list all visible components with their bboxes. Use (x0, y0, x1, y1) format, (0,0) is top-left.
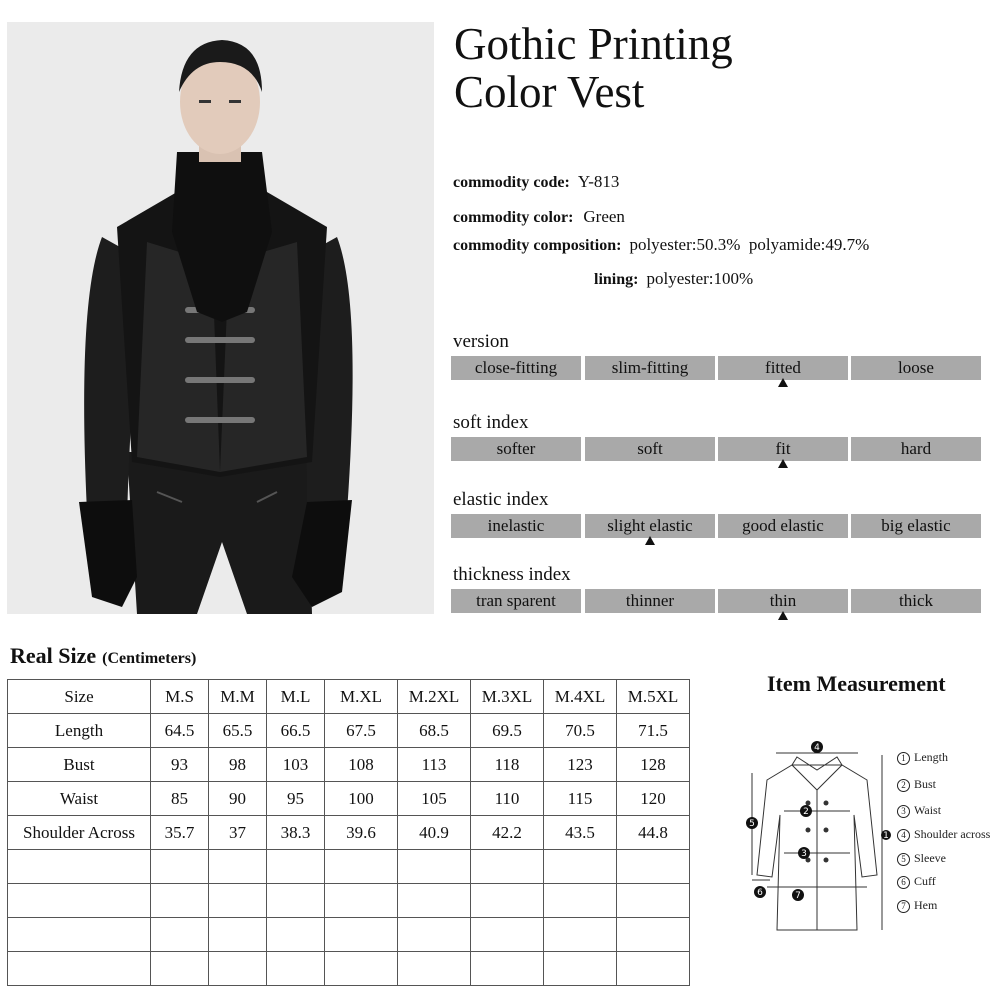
table-cell: 120 (617, 782, 690, 816)
table-cell (544, 918, 617, 952)
index-title-thickness: thickness index (453, 564, 571, 585)
legend-item (897, 874, 936, 889)
index-option: fitted (718, 356, 848, 380)
svg-text:2: 2 (803, 807, 809, 817)
table-cell (267, 850, 325, 884)
spec-composition-value: polyester:50.3% polyamide:49.7% (629, 235, 870, 254)
legend-label: Cuff (914, 874, 936, 888)
table-cell: 43.5 (544, 816, 617, 850)
table-cell (471, 918, 544, 952)
svg-text:5: 5 (749, 819, 755, 829)
table-cell (209, 952, 267, 986)
spec-composition-label: commodity composition: (453, 237, 622, 254)
product-title (454, 20, 733, 116)
table-cell: 65.5 (209, 714, 267, 748)
index-title-soft: soft index (453, 412, 529, 433)
spec-lining (594, 269, 753, 289)
table-cell (617, 952, 690, 986)
spec-composition (453, 235, 869, 255)
table-cell: 95 (267, 782, 325, 816)
table-cell: 93 (151, 748, 209, 782)
product-title-line1: Gothic Printing (454, 19, 733, 69)
table-empty-row (8, 884, 690, 918)
table-cell (325, 952, 398, 986)
legend-item (897, 777, 936, 792)
table-empty-row (8, 918, 690, 952)
legend-number: 5 (897, 853, 910, 866)
row-label-cell: Shoulder Across (8, 816, 151, 850)
table-cell: M.L (267, 680, 325, 714)
size-table (7, 679, 690, 986)
coat-diagram (742, 735, 892, 940)
table-cell (325, 850, 398, 884)
index-option: softer (451, 437, 581, 461)
index-option: inelastic (451, 514, 581, 538)
spec-color (453, 207, 625, 227)
table-cell: 70.5 (544, 714, 617, 748)
table-cell: 118 (471, 748, 544, 782)
index-selected-marker (778, 378, 788, 387)
spec-code (453, 172, 619, 192)
row-label-cell (8, 952, 151, 986)
row-label-cell: Size (8, 680, 151, 714)
table-cell: 38.3 (267, 816, 325, 850)
measurement-title: Item Measurement (767, 671, 946, 696)
table-cell (267, 952, 325, 986)
legend-label: Bust (914, 777, 937, 791)
index-option: big elastic (851, 514, 981, 538)
table-cell: 39.6 (325, 816, 398, 850)
table-cell: 40.9 (398, 816, 471, 850)
table-cell: 123 (544, 748, 617, 782)
index-bar-elastic (451, 514, 983, 538)
table-cell: 90 (209, 782, 267, 816)
table-cell: M.3XL (471, 680, 544, 714)
table-empty-row (8, 952, 690, 986)
legend-number: 4 (897, 829, 910, 842)
table-cell: 68.5 (398, 714, 471, 748)
table-cell (325, 884, 398, 918)
index-selected-marker (645, 536, 655, 545)
table-cell: 35.7 (151, 816, 209, 850)
legend-item (897, 898, 937, 913)
table-cell: 66.5 (267, 714, 325, 748)
table-cell: 37 (209, 816, 267, 850)
legend-item (897, 803, 941, 818)
table-cell (151, 918, 209, 952)
row-label-cell (8, 850, 151, 884)
table-cell: 69.5 (471, 714, 544, 748)
table-cell (151, 884, 209, 918)
index-bar-version (451, 356, 983, 380)
index-title-elastic: elastic index (453, 489, 549, 510)
model-illustration (7, 22, 434, 614)
table-cell (209, 918, 267, 952)
legend-number: 3 (897, 805, 910, 818)
table-cell: 71.5 (617, 714, 690, 748)
table-cell: 42.2 (471, 816, 544, 850)
legend-label: Shoulder across (914, 827, 991, 841)
index-selected-marker (778, 459, 788, 468)
table-cell (617, 918, 690, 952)
index-option: good elastic (718, 514, 848, 538)
table-cell: 67.5 (325, 714, 398, 748)
svg-text:4: 4 (814, 743, 820, 753)
legend-label: Waist (914, 803, 942, 817)
row-label-cell: Length (8, 714, 151, 748)
table-cell (544, 884, 617, 918)
table-cell: 108 (325, 748, 398, 782)
table-row (8, 714, 690, 748)
table-cell: 115 (544, 782, 617, 816)
table-cell: M.5XL (617, 680, 690, 714)
table-cell (151, 952, 209, 986)
size-heading (10, 643, 196, 669)
index-option: close-fitting (451, 356, 581, 380)
table-cell (325, 918, 398, 952)
table-cell: 103 (267, 748, 325, 782)
index-option: thin (718, 589, 848, 613)
index-title-version: version (453, 331, 509, 352)
table-cell (209, 850, 267, 884)
table-cell: 113 (398, 748, 471, 782)
size-unit: (Centimeters) (102, 650, 197, 667)
table-cell: 98 (209, 748, 267, 782)
row-label-cell (8, 884, 151, 918)
svg-text:1: 1 (883, 831, 889, 841)
table-cell (267, 884, 325, 918)
index-option: thinner (585, 589, 715, 613)
legend-number: 1 (897, 752, 910, 765)
index-bar-soft (451, 437, 983, 461)
legend-item (897, 750, 948, 765)
svg-text:7: 7 (795, 891, 801, 901)
table-cell (471, 850, 544, 884)
table-cell: 105 (398, 782, 471, 816)
table-cell (471, 884, 544, 918)
index-selected-marker (778, 611, 788, 620)
table-cell (398, 884, 471, 918)
coat-measurement-diagram (742, 735, 892, 935)
row-label-cell: Waist (8, 782, 151, 816)
table-cell (267, 918, 325, 952)
legend-item (897, 851, 946, 866)
table-cell: M.S (151, 680, 209, 714)
table-cell: 64.5 (151, 714, 209, 748)
table-cell: M.M (209, 680, 267, 714)
spec-code-value: Y-813 (577, 172, 620, 191)
row-label-cell (8, 918, 151, 952)
index-option: hard (851, 437, 981, 461)
index-option: slight elastic (585, 514, 715, 538)
index-option: loose (851, 356, 981, 380)
svg-text:3: 3 (801, 849, 807, 859)
svg-text:6: 6 (757, 888, 763, 898)
table-cell (398, 952, 471, 986)
table-row (8, 782, 690, 816)
table-cell (398, 850, 471, 884)
table-empty-row (8, 850, 690, 884)
spec-lining-label: lining: (594, 271, 639, 288)
index-option: fit (718, 437, 848, 461)
table-cell: M.4XL (544, 680, 617, 714)
table-cell: 44.8 (617, 816, 690, 850)
index-option: tran sparent (451, 589, 581, 613)
index-option: thick (851, 589, 981, 613)
index-option: slim-fitting (585, 356, 715, 380)
product-title-line2: Color Vest (454, 67, 645, 117)
table-cell (209, 884, 267, 918)
spec-color-value: Green (583, 207, 625, 226)
size-heading-text: Real Size (10, 643, 97, 668)
table-cell: 100 (325, 782, 398, 816)
legend-number: 7 (897, 900, 910, 913)
table-cell (471, 952, 544, 986)
row-label-cell: Bust (8, 748, 151, 782)
table-cell (544, 850, 617, 884)
table-cell: M.2XL (398, 680, 471, 714)
spec-lining-value: polyester:100% (646, 269, 754, 288)
table-cell (617, 850, 690, 884)
legend-label: Length (914, 750, 948, 764)
table-row (8, 748, 690, 782)
table-cell (398, 918, 471, 952)
legend-number: 2 (897, 779, 910, 792)
table-cell: 85 (151, 782, 209, 816)
table-row (8, 816, 690, 850)
table-cell: M.XL (325, 680, 398, 714)
table-cell (151, 850, 209, 884)
legend-number: 6 (897, 876, 910, 889)
legend-label: Hem (914, 898, 938, 912)
table-cell: 128 (617, 748, 690, 782)
spec-color-label: commodity color: (453, 209, 574, 226)
legend-item (897, 827, 990, 842)
legend-label: Sleeve (914, 851, 946, 865)
table-header-row (8, 680, 690, 714)
spec-code-label: commodity code: (453, 174, 570, 191)
product-photo (7, 22, 434, 614)
index-bar-thickness (451, 589, 983, 613)
table-cell (617, 884, 690, 918)
table-cell: 110 (471, 782, 544, 816)
table-cell (544, 952, 617, 986)
index-option: soft (585, 437, 715, 461)
